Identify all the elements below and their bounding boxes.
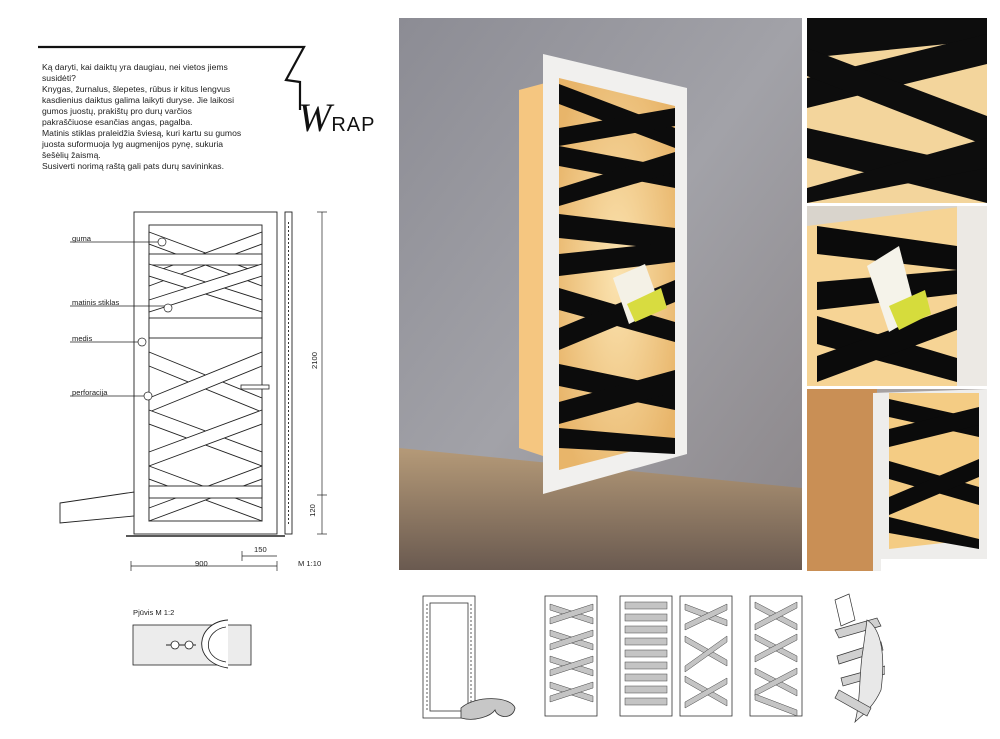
label-medis: medis [72,334,93,343]
description-line: Matinis stiklas praleidžia šviesą, kuri kartu su gumos [42,128,242,138]
scale-label: M 1:10 [298,559,322,568]
description-line: Susiverti norimą raštą gali pats durų savininkas. [42,161,224,171]
pattern-variants [415,590,885,730]
title-initial: W [298,95,332,140]
description-line: juosta suformuoja lyg augmenijos pynę, sukuria [42,139,224,149]
description-line: Ką daryti, kai daiktų yra daugiau, nei vietos jiems [42,62,228,72]
section-detail [133,620,251,668]
title-rest: RAP [331,114,376,136]
dimension-side: 150 [254,545,267,554]
description-line: kasdienius daiktus galima laikyti duryse. Jie laikosi [42,95,235,105]
description-line: Knygas, žurnalus, šlepetes, rūbus ir kitus lengvus [42,84,231,94]
label-perforacija: perforacija [72,388,108,397]
dimension-height: 2100 [309,352,319,369]
dimension-bottom: 120 [307,504,317,517]
door-elevation-drawing [0,0,390,739]
description-line: šešėlių žaismą. [42,150,101,160]
description-line: pakraščiuose esančias angas, pagalba. [42,117,193,127]
door-handle [241,385,269,389]
detail-photo-book [807,206,987,386]
section-title: Pjūvis M 1:2 [133,608,175,617]
description-line: susidėti? [42,73,76,83]
door-photo-main [399,18,802,570]
label-matinis-stiklas: matinis stiklas [72,298,120,307]
description-line: gumos juostų, prakištų pro durų varčios [42,106,192,116]
detail-photo-straps-closeup [807,18,987,203]
detail-photo-corner [807,389,987,571]
variant-cloth-sketch [835,594,885,722]
label-guma: guma [72,234,91,243]
dimension-width: 900 [195,559,208,568]
